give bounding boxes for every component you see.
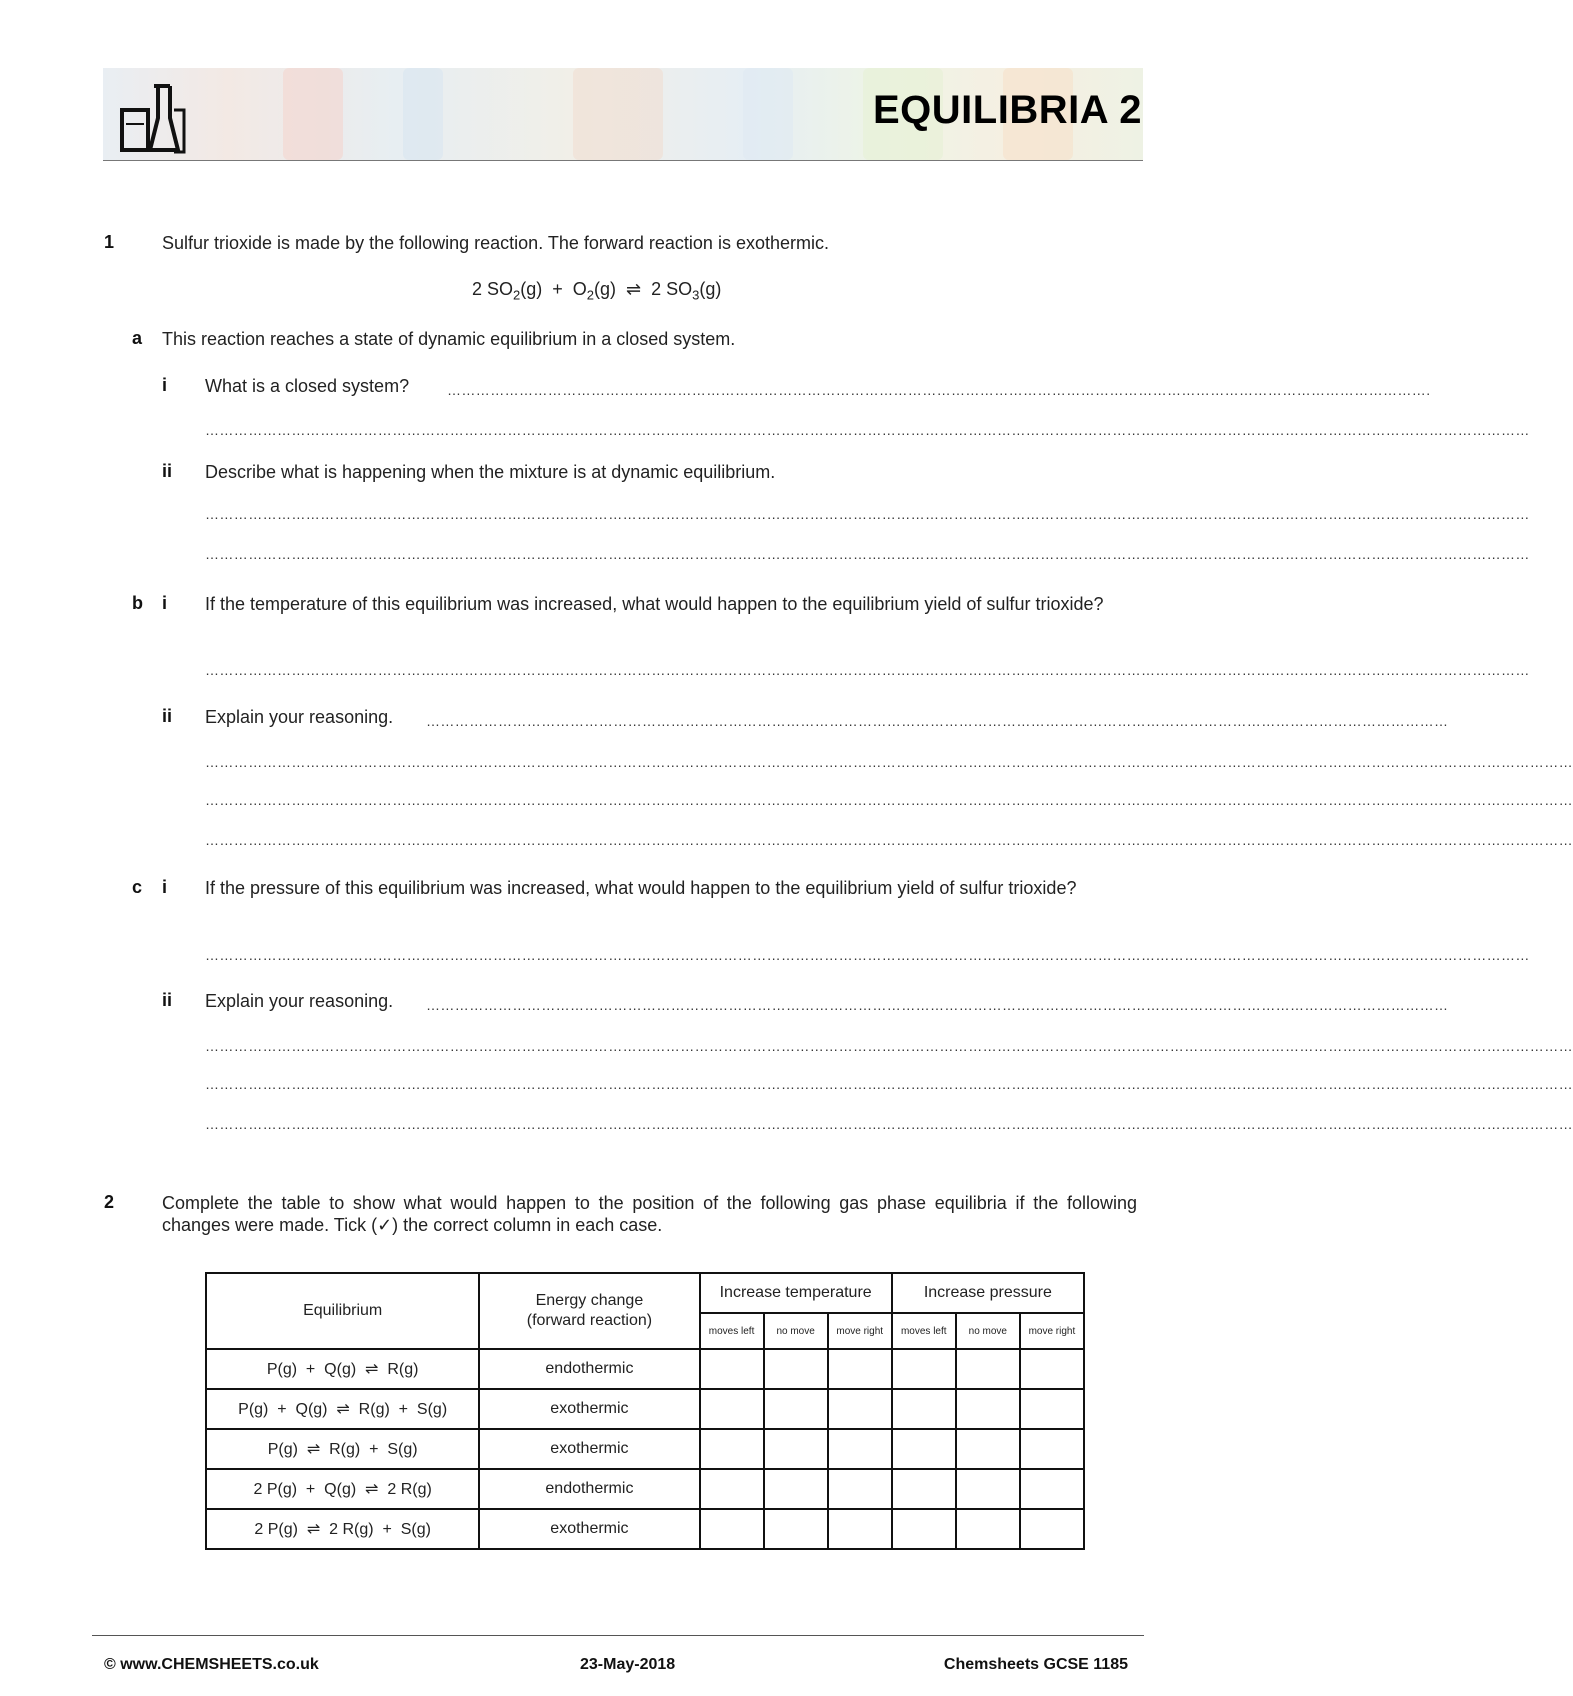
part-a-ii-label: ii (162, 461, 173, 481)
part-b-ii-label: ii (162, 706, 173, 726)
tick-cell[interactable] (828, 1509, 892, 1549)
tick-cell[interactable] (892, 1389, 956, 1429)
footer-divider (92, 1635, 1144, 1636)
equilibrium-cell: P(g) + Q(g) ⇌ R(g) (206, 1349, 479, 1389)
tick-cell[interactable] (956, 1389, 1020, 1429)
tick-cell[interactable] (764, 1349, 828, 1389)
part-c-ii-label: ii (162, 990, 173, 1010)
energy-cell: exothermic (479, 1389, 699, 1429)
tick-cell[interactable] (956, 1429, 1020, 1469)
answer-line[interactable]: …………………………………………………………………………………………………………………………………………………………………………………………………………………………………………………… (205, 422, 1530, 438)
answer-line[interactable]: …………………………………………………………………………………………………………………………………………………………………………………………………………………………………………………… (205, 546, 1530, 562)
header-divider (103, 160, 1143, 161)
part-a-i-text: What is a closed system? (205, 376, 410, 396)
tick-cell[interactable] (892, 1469, 956, 1509)
subheader-moves-left: moves left (892, 1313, 956, 1349)
footer-date: 23-May-2018 (580, 1656, 676, 1673)
answer-line[interactable]: …………………………………………………………………………………………………………………………………………………………………………………………………………………………………………………………… (205, 1038, 1573, 1054)
question-1-intro: Sulfur trioxide is made by the following reaction. The forward reaction is exothermic. (162, 233, 829, 253)
table-row (206, 1509, 1084, 1549)
subheader-moves-left: moves left (700, 1313, 764, 1349)
table-row (206, 1429, 1084, 1469)
answer-line[interactable]: ……………………………………………………………………………………………………………………………………………………………………………………. (447, 382, 1431, 398)
question-1-number: 1 (104, 232, 115, 252)
part-b-i-label: i (162, 593, 168, 613)
header-increase-pressure: Increase pressure (892, 1273, 1084, 1313)
header-energy-change: Energy change (forward reaction) (479, 1273, 699, 1349)
tick-cell[interactable] (956, 1349, 1020, 1389)
equilibrium-cell: 2 P(g) ⇌ 2 R(g) + S(g) (206, 1509, 479, 1549)
answer-line[interactable]: …………………………………………………………………………………………………………………………………………………………………………………………………………………………………………………… (205, 947, 1530, 963)
answer-line[interactable]: …………………………………………………………………………………………………………………………………………………………………………………………………………………………………………………… (205, 662, 1530, 678)
part-c-label: c (132, 877, 143, 897)
tick-cell[interactable] (1020, 1509, 1084, 1549)
energy-cell: endothermic (479, 1469, 699, 1509)
tick-cell[interactable] (956, 1469, 1020, 1509)
tick-cell[interactable] (700, 1429, 764, 1469)
tick-cell[interactable] (1020, 1429, 1084, 1469)
answer-line[interactable]: …………………………………………………………………………………………………………………………………………………………………………………………… (426, 997, 1449, 1013)
answer-line[interactable]: …………………………………………………………………………………………………………………………………………………………………………………………… (426, 713, 1449, 729)
energy-cell: endothermic (479, 1349, 699, 1389)
tick-cell[interactable] (700, 1469, 764, 1509)
footer-website[interactable]: © www.CHEMSHEETS.co.uk (104, 1656, 319, 1673)
tick-cell[interactable] (828, 1389, 892, 1429)
tick-cell[interactable] (1020, 1349, 1084, 1389)
part-a-i-label: i (162, 375, 168, 395)
part-b-ii-text: Explain your reasoning. (205, 707, 394, 727)
tick-cell[interactable] (892, 1509, 956, 1549)
tick-cell[interactable] (700, 1349, 764, 1389)
question-2-text: Complete the table to show what would happen to the position of the following gas phase equilibria if the following changes were made. Tick (✓) the correct column in each case. (162, 1193, 1137, 1235)
footer-sheet-id: Chemsheets GCSE 1185 (943, 1656, 1128, 1673)
header-increase-temperature: Increase temperature (700, 1273, 892, 1313)
question-2-number: 2 (104, 1192, 115, 1212)
answer-line[interactable]: …………………………………………………………………………………………………………………………………………………………………………………………………………………………………………………………… (205, 832, 1573, 848)
part-c-i-text: If the pressure of this equilibrium was increased, what would happen to the equilibrium yield of sulfur trioxide? (205, 878, 1077, 898)
tick-cell[interactable] (828, 1469, 892, 1509)
subheader-no-move: no move (764, 1313, 828, 1349)
energy-cell: exothermic (479, 1429, 699, 1469)
table-row (206, 1389, 1084, 1429)
tick-cell[interactable] (764, 1389, 828, 1429)
energy-cell: exothermic (479, 1509, 699, 1549)
tick-cell[interactable] (956, 1509, 1020, 1549)
subheader-move-right: move right (1020, 1313, 1084, 1349)
equilibrium-cell: P(g) + Q(g) ⇌ R(g) + S(g) (206, 1389, 479, 1429)
answer-line[interactable]: …………………………………………………………………………………………………………………………………………………………………………………………………………………………………………………………… (205, 792, 1573, 808)
part-c-i-label: i (162, 877, 168, 897)
tick-cell[interactable] (828, 1349, 892, 1389)
part-a-label: a (132, 328, 143, 348)
table-row (206, 1349, 1084, 1389)
subheader-no-move: no move (956, 1313, 1020, 1349)
part-a-text: This reaction reaches a state of dynamic equilibrium in a closed system. (162, 329, 736, 349)
reaction-equation: 2 $SO_2(g) + O_2(g)$ ⇌ 2 $SO_3(g)$ (472, 279, 722, 303)
equilibrium-cell: 2 P(g) + Q(g) ⇌ 2 R(g) (206, 1469, 479, 1509)
tick-cell[interactable] (764, 1509, 828, 1549)
tick-cell[interactable] (764, 1469, 828, 1509)
tick-cell[interactable] (764, 1429, 828, 1469)
answer-line[interactable]: …………………………………………………………………………………………………………………………………………………………………………………………………………………………………………………………… (205, 1076, 1573, 1092)
tick-cell[interactable] (1020, 1389, 1084, 1429)
answer-line[interactable]: …………………………………………………………………………………………………………………………………………………………………………………………………………………………………………………… (205, 506, 1530, 522)
part-c-ii-text: Explain your reasoning. (205, 991, 394, 1011)
table-row (206, 1469, 1084, 1509)
equilibria-table (205, 1272, 1085, 1550)
answer-line[interactable]: …………………………………………………………………………………………………………………………………………………………………………………………………………………………………………………………… (205, 1116, 1573, 1132)
page-title: EQUILIBRIA 2 (873, 88, 1142, 132)
tick-cell[interactable] (1020, 1469, 1084, 1509)
tick-cell[interactable] (892, 1349, 956, 1389)
answer-line[interactable]: …………………………………………………………………………………………………………………………………………………………………………………………………………………………………………………………… (205, 754, 1573, 770)
tick-cell[interactable] (892, 1429, 956, 1469)
equilibrium-cell: P(g) ⇌ R(g) + S(g) (206, 1429, 479, 1469)
part-b-label: b (132, 593, 143, 613)
tick-cell[interactable] (828, 1429, 892, 1469)
subheader-move-right: move right (828, 1313, 892, 1349)
lab-glassware-icon (118, 80, 188, 158)
part-a-ii-text: Describe what is happening when the mixture is at dynamic equilibrium. (205, 462, 776, 482)
header-equilibrium: Equilibrium (206, 1273, 479, 1349)
part-b-i-text: If the temperature of this equilibrium was increased, what would happen to the equilibrium yield of sulfur trioxide? (205, 594, 1104, 614)
tick-cell[interactable] (700, 1509, 764, 1549)
tick-cell[interactable] (700, 1389, 764, 1429)
